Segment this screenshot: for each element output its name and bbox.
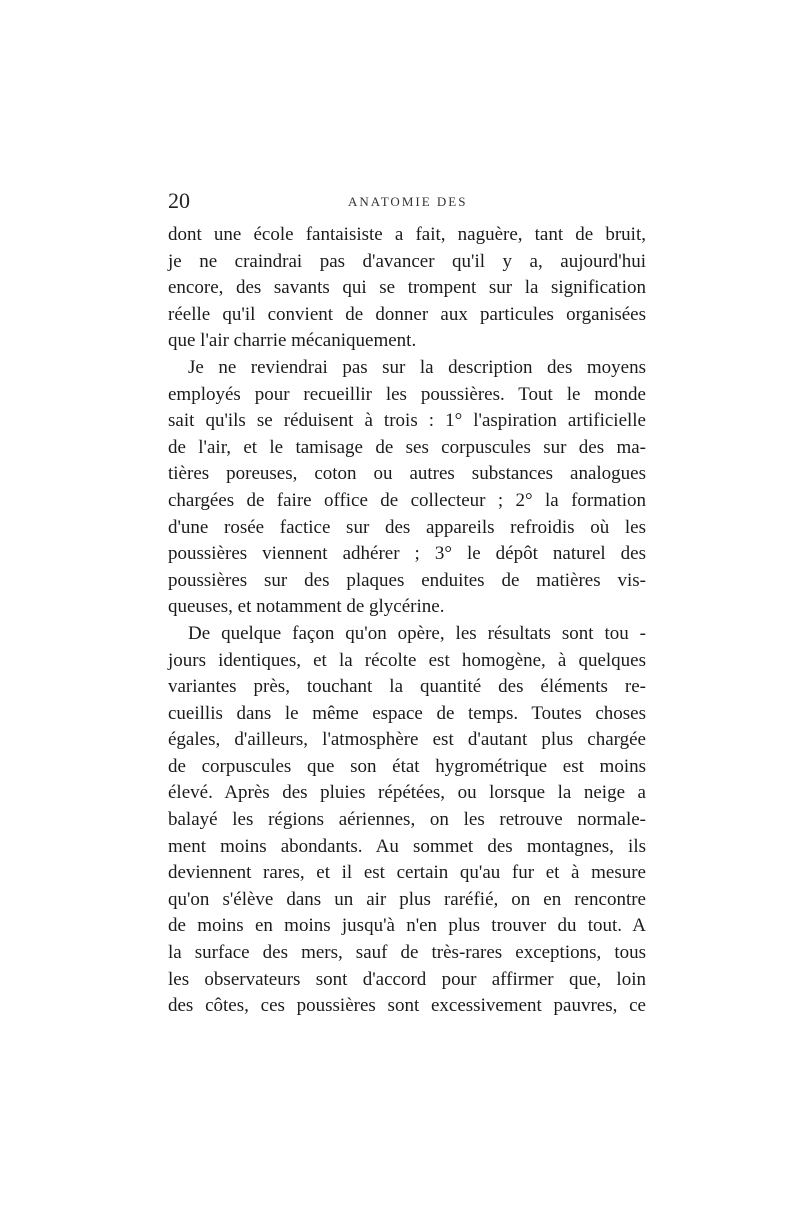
text-line: les observateurs sont d'accord pour affirmer que, loin bbox=[168, 968, 646, 990]
text-line: chargées de faire office de collecteur ; 2° la formation bbox=[168, 489, 646, 511]
text-line: de l'air, et le tamisage de ses corpuscules sur des ma- bbox=[168, 436, 646, 458]
text-line: dont une école fantaisiste a fait, naguère, tant de bruit, bbox=[168, 224, 646, 245]
body-text bbox=[168, 222, 646, 1020]
text-line: élevé. Après des pluies répétées, ou lorsque la neige a bbox=[168, 782, 646, 804]
text-line: égales, d'ailleurs, l'atmosphère est d'autant plus chargée bbox=[168, 729, 646, 751]
running-head bbox=[168, 186, 646, 216]
text-line: que l'air charrie mécaniquement. bbox=[168, 330, 417, 352]
text-line: tières poreuses, coton ou autres substances analogues bbox=[168, 463, 646, 485]
running-title: ANATOMIE DES bbox=[348, 194, 468, 209]
text-line: je ne craindrai pas d'avancer qu'il y a, aujourd'hui bbox=[168, 250, 646, 272]
text-line: qu'on s'élève dans un air plus raréfié, on en rencontre bbox=[168, 888, 646, 910]
text-line: queuses, et notamment de glycérine. bbox=[168, 596, 445, 618]
text-line: ment moins abondants. Au sommet des montagnes, ils bbox=[168, 835, 646, 857]
text-line: variantes près, touchant la quantité des éléments re- bbox=[168, 676, 646, 698]
text-line: deviennent rares, et il est certain qu'au fur et à mesure bbox=[168, 862, 646, 884]
page-number: 20 bbox=[168, 188, 190, 213]
text-line: d'une rosée factice sur des appareils refroidis où les bbox=[168, 516, 646, 538]
text-line: De quelque façon qu'on opère, les résultats sont tou - bbox=[188, 622, 646, 644]
text-line: des côtes, ces poussières sont excessivement pauvres, ce bbox=[168, 995, 646, 1017]
text-line: poussières sur des plaques enduites de matières vis- bbox=[168, 569, 646, 591]
text-line: employés pour recueillir les poussières. Tout le monde bbox=[168, 383, 646, 405]
text-line: de moins en moins jusqu'à n'en plus trouver du tout. A bbox=[168, 915, 646, 937]
text-line: poussières viennent adhérer ; 3° le dépôt naturel des bbox=[168, 543, 646, 565]
text-line: encore, des savants qui se trompent sur la signification bbox=[168, 277, 646, 299]
text-line: la surface des mers, sauf de très-rares exceptions, tous bbox=[168, 942, 646, 964]
text-line: de corpuscules que son état hygrométrique est moins bbox=[168, 755, 646, 777]
text-line: réelle qu'il convient de donner aux particules organisées bbox=[168, 303, 646, 325]
text-line: sait qu'ils se réduisent à trois : 1° l'aspiration artificielle bbox=[168, 410, 646, 432]
text-line: balayé les régions aériennes, on les retrouve normale- bbox=[168, 809, 646, 831]
text-line: jours identiques, et la récolte est homogène, à quelques bbox=[168, 649, 646, 671]
text-line: Je ne reviendrai pas sur la description des moyens bbox=[188, 356, 646, 378]
text-line: cueillis dans le même espace de temps. Toutes choses bbox=[168, 702, 646, 724]
